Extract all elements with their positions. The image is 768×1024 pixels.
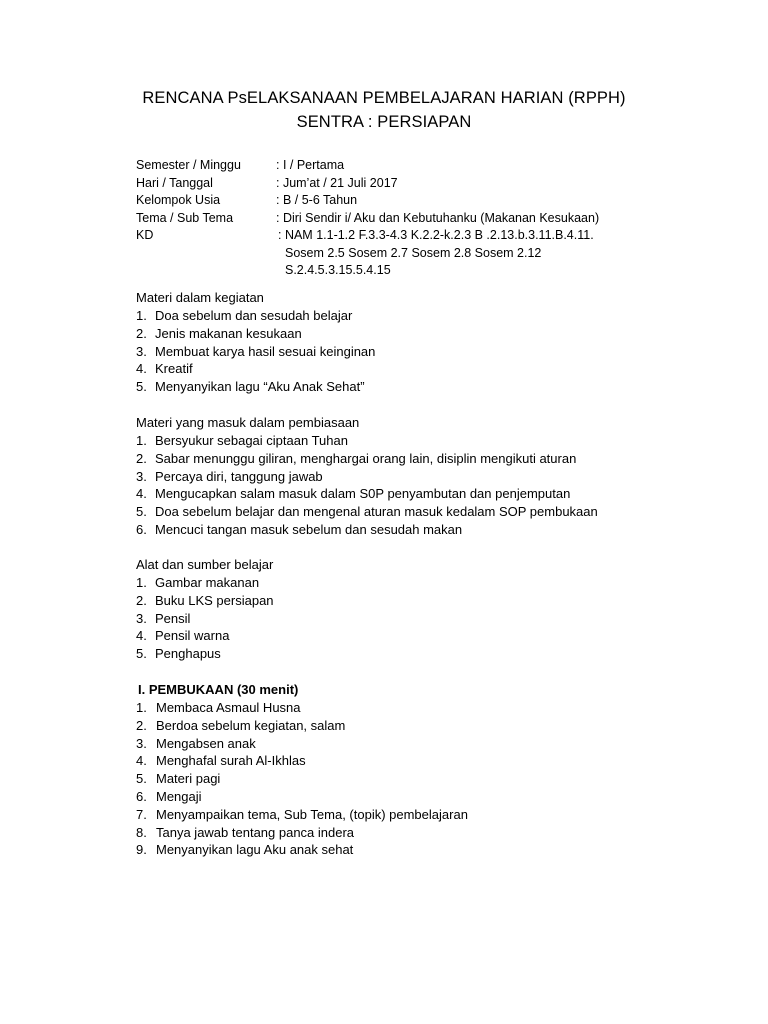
list-item [136,432,696,450]
list-item [136,360,696,378]
section-alat [136,556,696,663]
list-text: Penghapus [155,646,221,662]
meta-value: : B / 5-6 Tahun [276,193,358,207]
section-heading: Alat dan sumber belajar [136,557,274,572]
numbered-list [136,432,696,539]
meta-label: KD [136,228,154,242]
list-number: 1. [136,308,147,323]
document-title: RENCANA PsELAKSANAAN PEMBELAJARAN HARIAN (RPPH) [142,89,626,107]
numbered-list [136,574,696,663]
list-item [136,752,696,770]
list-text: Mengaji [156,788,202,804]
numbered-list [136,699,696,859]
list-text: Menyanyikan lagu Aku anak sehat [156,842,354,858]
numbered-list [136,307,696,396]
list-number: 2. [136,592,147,608]
list-number: 2. [136,450,147,466]
list-text: Doa sebelum dan sesudah belajar [155,308,353,323]
list-number: 3. [136,468,147,484]
list-number: 4. [136,361,147,377]
list-number: 5. [136,771,147,787]
meta-row-tema [136,210,656,228]
list-text: Buku LKS persiapan [155,592,274,608]
list-text: Percaya diri, tanggung jawab [155,468,323,484]
list-number: 1. [136,575,147,590]
list-item [136,521,696,539]
list-text: Menyanyikan lagu “Aku Anak Sehat” [155,379,365,395]
list-number: 5. [136,646,147,662]
meta-value: : Jum’at / 21 Juli 2017 [276,175,398,190]
meta-value: : I / Pertama [276,158,345,172]
list-text: Mengucapkan salam masuk dalam S0P penyambutan dan penjemputan [155,486,571,502]
list-text: Jenis makanan kesukaan [155,325,302,341]
meta-label: Kelompok Usia [136,193,221,207]
meta-kd-continuation [136,262,656,280]
list-number: 6. [136,788,147,804]
meta-value: : Diri Sendir i/ Aku dan Kebutuhanku (Makanan Kesukaan) [276,210,600,225]
list-text: Kreatif [155,361,193,377]
list-item [136,824,696,842]
list-text: Gambar makanan [155,575,260,590]
list-text: Bersyukur sebagai ciptaan Tuhan [155,433,348,448]
document-subtitle: SENTRA : PERSIAPAN [296,113,472,131]
list-text: Berdoa sebelum kegiatan, salam [156,717,346,733]
list-number: 7. [136,806,147,822]
list-number: 1. [136,433,147,448]
meta-row-kd [136,227,656,245]
list-item [136,468,696,486]
list-item [136,770,696,788]
list-text: Mencuci tangan masuk sebelum dan sesudah makan [155,521,463,537]
list-text: Membuat karya hasil sesuai keinginan [155,343,376,359]
list-number: 3. [136,610,147,626]
meta-value: S.2.4.5.3.15.5.4.15 [285,263,391,277]
list-item [136,307,696,325]
list-text: Materi pagi [156,771,221,787]
section-materi [136,289,696,396]
list-text: Sabar menunggu giliran, menghargai orang lain, disiplin mengikuti aturan [155,450,577,466]
meta-value: : NAM 1.1-1.2 F.3.3-4.3 K.2.2-k.2.3 B .2.13.b.3.11.B.4.11. [278,228,594,242]
list-item [136,610,696,628]
list-number: 2. [136,325,147,341]
meta-value: Sosem 2.5 Sosem 2.7 Sosem 2.8 Sosem 2.12 [285,245,542,260]
list-number: 4. [136,486,147,502]
list-item [136,592,696,610]
list-text: Pensil warna [155,628,230,644]
list-text: Membaca Asmaul Husna [156,700,301,715]
list-text: Menghafal surah Al-Ikhlas [156,753,306,769]
list-number: 3. [136,735,147,751]
list-number: 3. [136,343,147,359]
section-pembukaan [136,681,696,859]
meta-row-semester [136,157,656,175]
list-number: 5. [136,379,147,395]
meta-label: Semester / Minggu [136,158,241,172]
list-number: 5. [136,504,147,520]
list-number: 9. [136,842,147,858]
list-item [136,343,696,361]
meta-label: Hari / Tanggal [136,175,213,190]
list-item [136,788,696,806]
meta-kd-continuation [136,245,656,263]
list-number: 4. [136,753,147,769]
list-number: 8. [136,824,147,840]
list-text: Pensil [155,610,191,626]
list-text: Doa sebelum belajar dan mengenal aturan masuk kedalam SOP pembukaan [155,504,598,520]
list-item [136,806,696,824]
list-number: 1. [136,700,147,715]
section-heading: I. PEMBUKAAN (30 menit) [138,682,299,697]
list-item [136,627,696,645]
list-number: 6. [136,521,147,537]
list-number: 2. [136,717,147,733]
list-text: Tanya jawab tentang panca indera [156,824,355,840]
meta-label: Tema / Sub Tema [136,210,234,225]
section-heading: Materi yang masuk dalam pembiasaan [136,415,360,430]
list-item [136,645,696,663]
section-heading: Materi dalam kegiatan [136,290,264,305]
list-item [136,485,696,503]
meta-block [136,157,656,280]
section-pembiasaan [136,414,696,539]
meta-row-kelompok [136,192,656,210]
list-number: 4. [136,628,147,644]
list-item [136,325,696,343]
list-item [136,717,696,735]
list-item [136,574,696,592]
list-item [136,450,696,468]
list-text: Mengabsen anak [156,735,256,751]
list-item [136,378,696,396]
list-text: Menyampaikan tema, Sub Tema, (topik) pembelajaran [156,806,468,822]
list-item [136,841,696,859]
list-item [136,699,696,717]
meta-row-hari [136,175,656,193]
list-item [136,503,696,521]
list-item [136,735,696,753]
